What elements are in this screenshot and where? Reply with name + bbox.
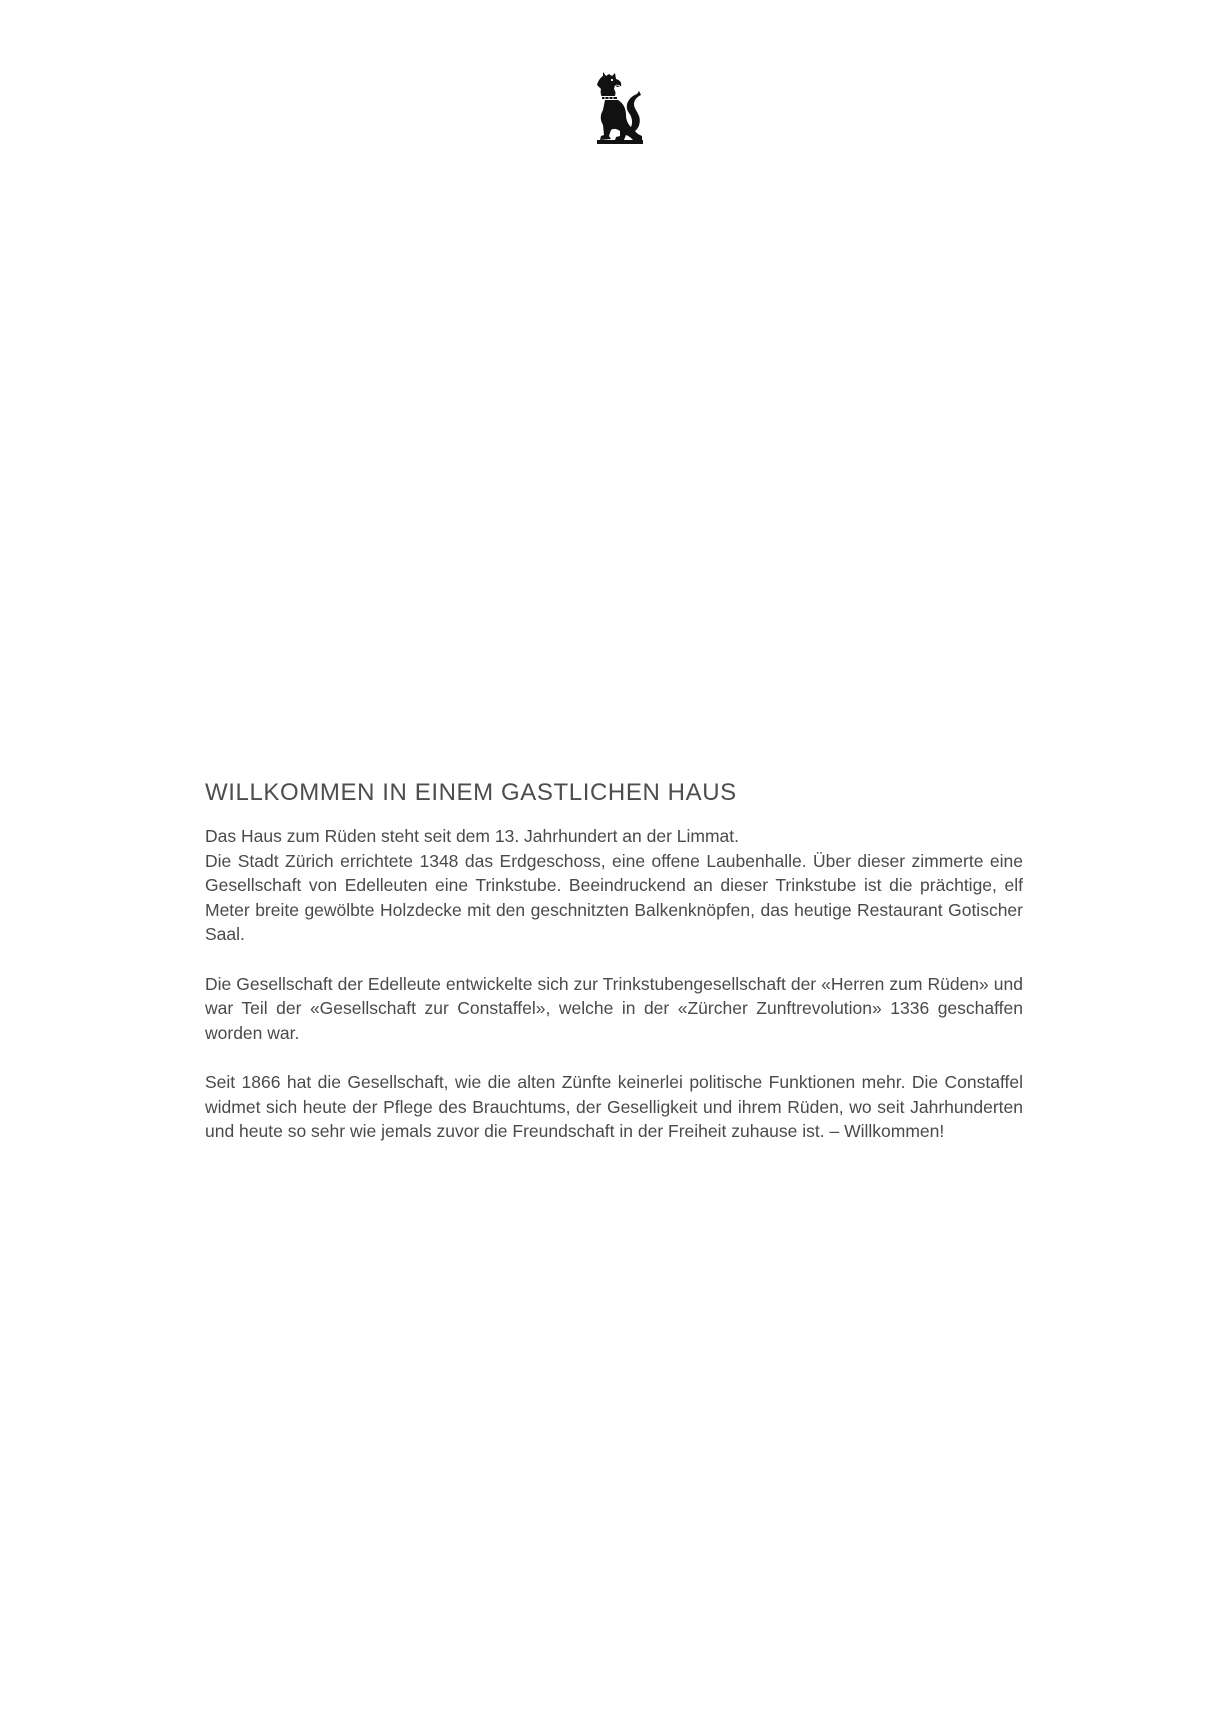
welcome-text-section bbox=[205, 778, 1023, 1169]
page-headline: WILLKOMMEN IN EINEM GASTLICHEN HAUS bbox=[205, 779, 737, 806]
paragraph-society: Die Gesellschaft der Edelleute entwickelte sich zur Trinkstubengesellschaft der «Herren zum Rüden» und war Teil der «Gesellschaft zur Constaffel», welche in der «Zürcher Zunftrevolution» 1336 geschaffen worden war. bbox=[205, 973, 1023, 1043]
paragraph-intro-line: Das Haus zum Rüden steht seit dem 13. Jahrhundert an der Limmat. bbox=[205, 826, 740, 846]
paragraph-history-text: Die Stadt Zürich errichtete 1348 das Erdgeschoss, eine offene Laubenhalle. Über dieser zimmerte eine Gesellschaft von Edelleuten eine Trinkstube. Beeindruckend an dieser Trinkstube ist die prächtige, elf Meter breite gewölbte Holzdecke mit den geschnitzten Balkenknöpfen, das heutige Restaurant Gotischer Saal. bbox=[205, 850, 1023, 944]
paragraph-today: Seit 1866 hat die Gesellschaft, wie die alten Zünfte keinerlei politische Funktionen mehr. Die Constaffel widmet sich heute der Pflege des Brauchtums, der Geselligkeit und ihrem Rüden, wo seit Jahrhunderten und heute so sehr wie jemals zuvor die Freundschaft in der Freiheit zuhause ist. – Willkommen! bbox=[205, 1072, 1023, 1141]
paragraph-history bbox=[205, 824, 1023, 947]
rampant-hound-crest-icon bbox=[579, 70, 645, 146]
